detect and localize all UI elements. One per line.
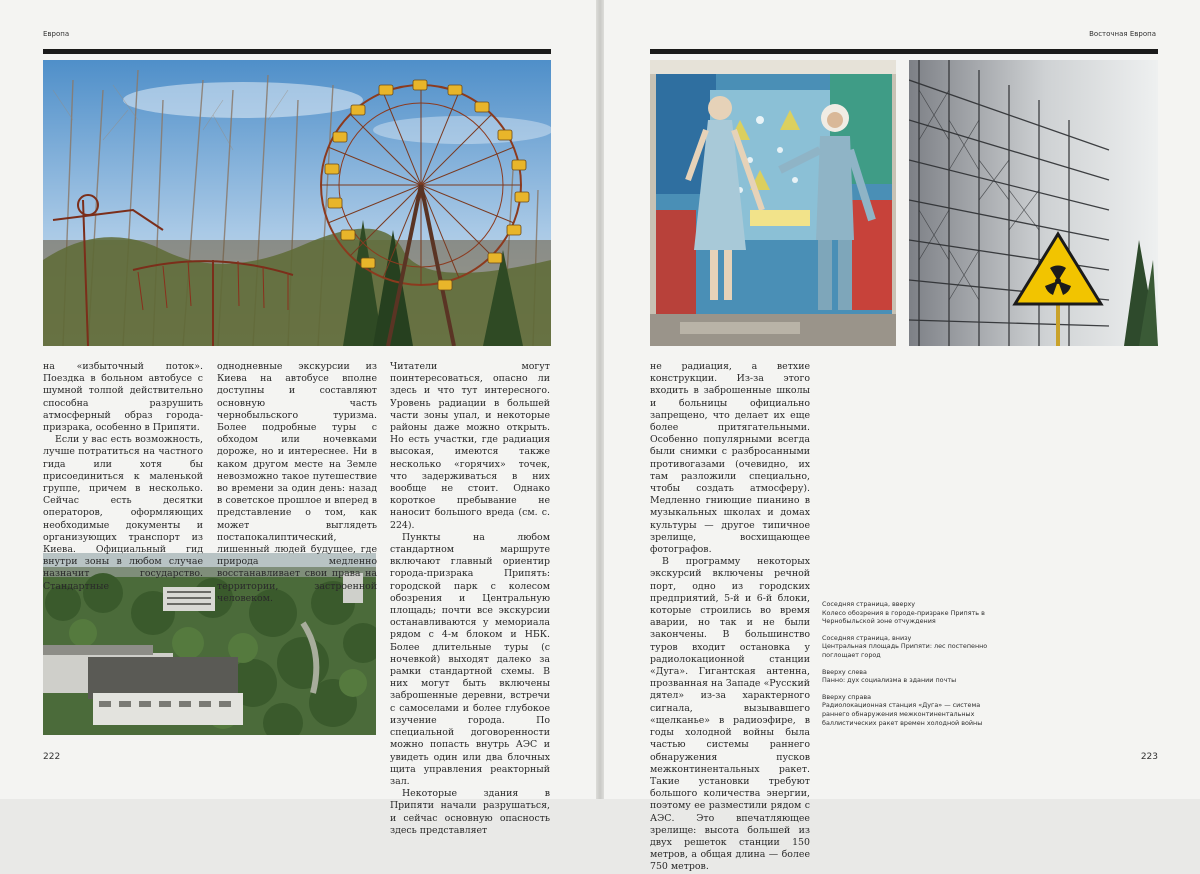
spine-gutter: [596, 0, 604, 799]
caption: [822, 693, 992, 727]
header-rule-right: [650, 49, 1158, 54]
caption-text: Колесо обозрения в городе-призраке Припять в Чернобыльской зоне отчуждения: [822, 608, 985, 626]
caption-text: Радиолокационная станция «Дуга» — система раннего обнаружения межконтинентальных баллистических ракет времен холодной войны: [822, 701, 983, 727]
caption: [822, 668, 992, 685]
page-number-right: 223: [1140, 752, 1158, 762]
text-column-2: [217, 361, 377, 605]
text-column-4: [650, 361, 810, 874]
photo-captions: [822, 600, 992, 735]
caption: [822, 634, 992, 660]
caption-title: Вверху справа: [822, 692, 872, 701]
caption-text: Панно: дух социализма в здании почты: [822, 676, 957, 685]
caption-title: Вверху слева: [822, 667, 867, 676]
text-column-3: [390, 361, 550, 837]
paragraph: В программу некоторых экскурсий включены речной порт, одно из городских предприятий, 5-й и 6-й блоки, которые строились во время аварии, но так и не были закончены. В большинство туров входит остановка у радиолокационной станции «Дуга». Гигантская антенна, прозванная на Западе «Русский дятел» из-за характерного сигнала, вызывавшего «щелканье» в радиоэфире, в годы холодной войны была частью системы раннего обнаружения пусков межконтинентальных ракет. Такие установки требуют большого количества энергии, поэтому ее разместили рядом с АЭС. Это впечатляющее зрелище: высота большей из двух решеток станции 150 метров, а общая длина — более 750 метров.: [650, 556, 810, 873]
header-rule-left: [43, 49, 551, 54]
caption: [822, 600, 992, 626]
paragraph: Читатели могут поинтересоваться, опасно ли здесь и что тут интересного. Уровень радиации в большей части зоны упал, и некоторые районы даже можно открыть. Но есть участки, где радиация высокая, имеются также несколько «горячих» точек, что задерживаться в них вообще не стоит. Однако короткое пребывание не наносит большого вреда (см. с. 224).: [390, 361, 550, 531]
running-header-right: Восточная Европа: [1089, 30, 1156, 38]
ferris-wheel-photo: [43, 60, 551, 346]
paragraph: не радиация, а ветхие конструкции. Из-за этого входить в заброшенные школы и больницы официально запрещено, что делает их еще более притягательными. Особенно популярными всегда были снимки с разбросанными противогазами (очевидно, их там разложили специально, чтобы создать атмосферу). Медленно гниющие пианино в музыкальных школах и домах культуры — другое типичное зрелище, восхищающее фотографов.: [650, 361, 810, 556]
paragraph: на «избыточный поток». Поездка в больном автобусе с шумной толпой действительно способна разрушить атмосферный образ города-призрака, особенно в Припяти.: [43, 361, 203, 434]
caption-text: Центральная площадь Припяти: лес постепенно поглощает город: [822, 642, 988, 659]
duga-radar-photo: [909, 60, 1158, 346]
paragraph: однодневные экскурсии из Киева на автобусе вполне доступны и составляют основную часть чернобыльского туризма. Более подробные туры с обходом или ночевками дороже, но и интереснее. Ни в каком другом месте на Земле невозможно такое путешествие во времени за один день: назад в советское прошлое и вперед в представление о том, как может выглядеть постапокалиптический, лишенный людей будущее, где природа медленно восстанавливает свои права на территории, застроенной человеком.: [217, 361, 377, 604]
page-number-left: 222: [43, 752, 61, 762]
paragraph: Некоторые здания в Припяти начали разрушаться, и сейчас основную опасность здесь представляет: [390, 788, 550, 836]
paragraph: Пункты на любом стандартном маршруте включают главный ориентир города-призрака Припять: городской парк с колесом обозрения и Центральную площадь; почти все экскурсии останавливаются у мемориала рядом с 4-м блоком и НБК. Более длительные туры (с ночевкой) выходят далеко за рамки стандартной схемы. В них могут быть включены заброшенные деревни, встречи с самоселами и более глубокое изучение города. По специальной договоренности можно попасть внутрь АЭС и увидеть один или два блочных щита управления реакторный зал.: [390, 531, 550, 787]
text-column-1: [43, 361, 203, 593]
caption-title: Соседняя страница, внизу: [822, 633, 912, 642]
soviet-mural-photo: [650, 60, 896, 346]
paragraph: Если у вас есть возможность, лучше потратиться на частного гида или хотя бы присоединиться к маленькой группе, причем в несколько. Сейчас есть десятки операторов, оформляющих необходимые документы и организующих транспорт из Киева. Официальный гид внутри зоны в любом случае назначит государство. Стандартные: [43, 434, 203, 592]
caption-title: Соседняя страница, вверху: [822, 600, 916, 608]
running-header-left: Европа: [43, 30, 70, 38]
